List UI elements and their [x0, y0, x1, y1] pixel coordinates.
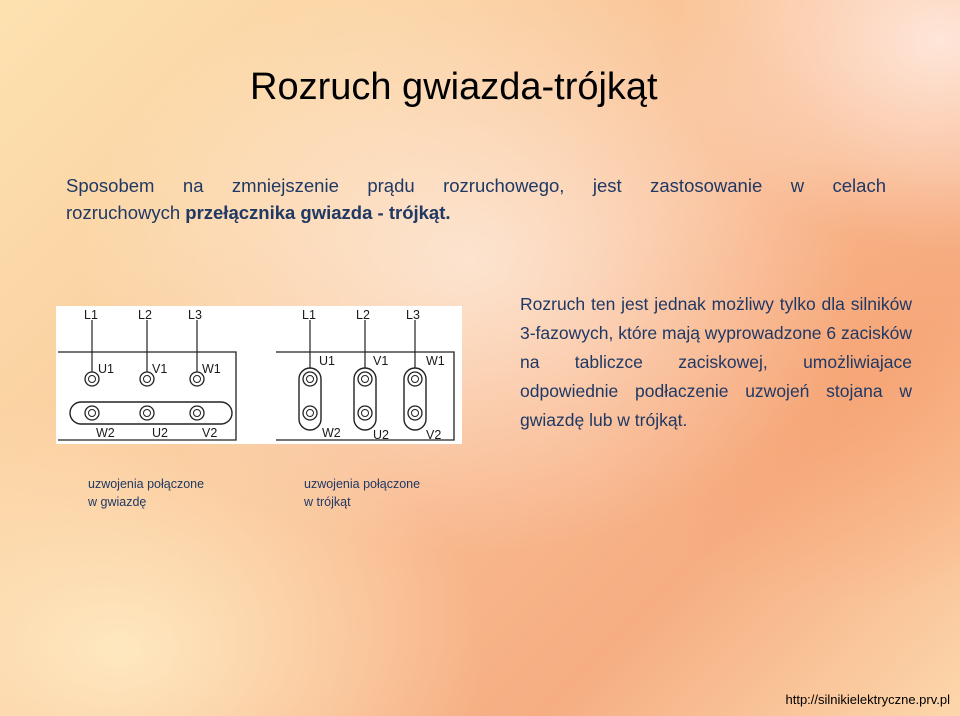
delta-line-label: L1 [302, 308, 316, 322]
intro-line-2-plain: rozruchowych [66, 202, 186, 223]
delta-top-terminal-label: U1 [319, 354, 335, 368]
star-top-terminal-label: W1 [202, 362, 221, 376]
star-caption [88, 475, 204, 511]
delta-line-label: L3 [406, 308, 420, 322]
delta-caption-line: uzwojenia połączone [304, 477, 421, 491]
delta-bottom-terminal-label: W2 [322, 426, 341, 440]
star-line-label: L1 [84, 308, 98, 322]
delta-top-terminal-label: W1 [426, 354, 445, 368]
delta-connection-panel [276, 308, 454, 442]
star-connection-panel [58, 308, 236, 440]
footer-url[interactable]: http://silnikielektryczne.prv.pl [785, 692, 950, 707]
star-bottom-terminal-label: U2 [152, 426, 168, 440]
intro-line-1: Sposobem na zmniejszenie prądu rozruchowego, jest zastosowanie w celach [66, 175, 886, 196]
delta-caption-line: w trójkąt [304, 495, 351, 509]
star-top-terminal-label: V1 [152, 362, 168, 376]
star-bottom-terminal-label: W2 [96, 426, 115, 440]
star-bottom-terminal-label: V2 [202, 426, 218, 440]
intro-paragraph [66, 172, 886, 226]
delta-top-terminal-label: V1 [373, 354, 389, 368]
star-line-label: L3 [188, 308, 202, 322]
star-caption-line: w gwiazdę [88, 495, 147, 509]
star-line-label: L2 [138, 308, 152, 322]
delta-bottom-terminal-label: U2 [373, 428, 389, 442]
delta-line-label: L2 [356, 308, 370, 322]
slide-title: Rozruch gwiazda-trójkąt [250, 66, 658, 108]
terminal-diagram-svg [56, 306, 462, 444]
delta-bottom-terminal-label: V2 [426, 428, 442, 442]
description-paragraph: Rozruch ten jest jednak możliwy tylko dla silników 3-fazowych, które mają wyprowadzone 6 zacisków na tabliczce zaciskowej, umożliwiajace odpowiednie podłaczenie uzwojeń stojana w gwiazdę lub w trójkąt. [520, 294, 912, 430]
intro-highlight: przełącznika gwiazda - trójkąt. [185, 202, 451, 223]
star-top-terminal-label: U1 [98, 362, 114, 376]
star-caption-line: uzwojenia połączone [88, 477, 205, 491]
delta-caption [304, 475, 420, 511]
terminal-box-diagram [56, 306, 462, 444]
intro-line-2 [66, 199, 886, 226]
